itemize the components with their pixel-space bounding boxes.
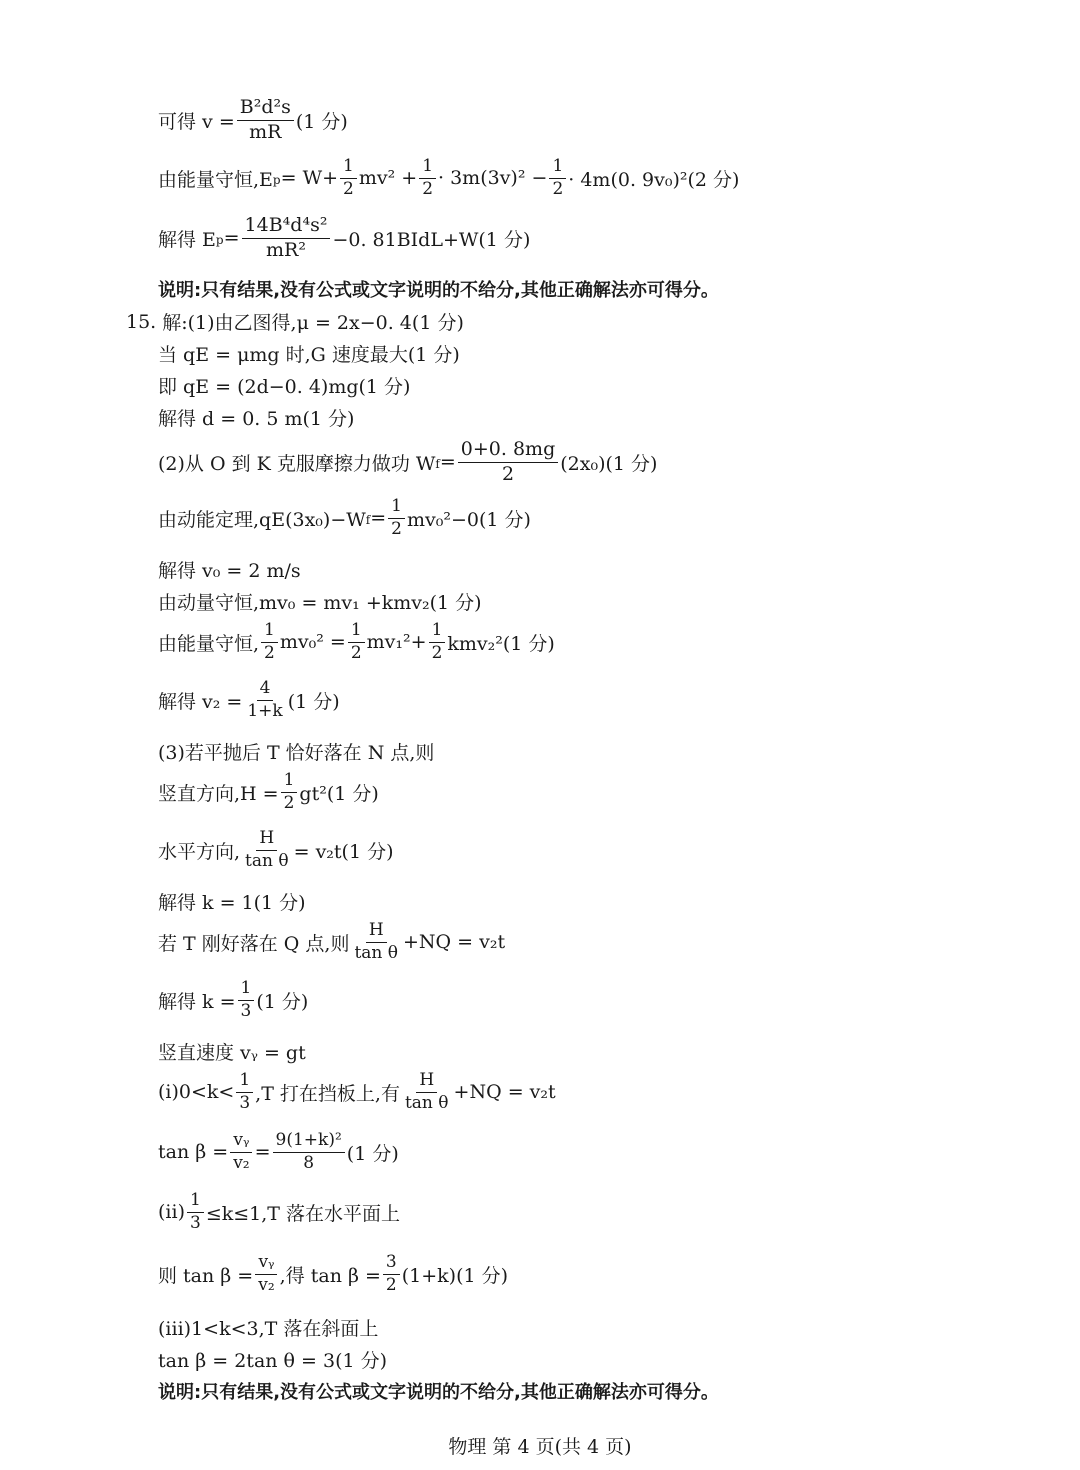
text: +NQ = v₂t: [403, 931, 506, 954]
fraction: [242, 216, 331, 261]
fraction: [388, 498, 405, 539]
fraction: [273, 1132, 345, 1173]
formula-line-work: [158, 440, 657, 485]
formula-line-k: [158, 980, 308, 1021]
solution-line: [158, 404, 354, 431]
fraction: [261, 622, 278, 663]
numerator: 4: [257, 680, 274, 701]
text: = v₂t(1 分): [293, 840, 394, 863]
formula-line-energy2: [158, 622, 555, 663]
text: mv₀²−0(1 分): [406, 508, 531, 531]
subscript: p: [272, 173, 281, 188]
grading-note: [158, 1378, 719, 1404]
formula-line-ep: [158, 216, 530, 261]
solution-line: [158, 556, 301, 583]
text: (i)0<k<: [158, 1081, 235, 1104]
text: kmv₂²(1 分): [447, 632, 555, 655]
denominator: tan θ: [404, 1092, 449, 1113]
denominator: mR: [249, 120, 282, 143]
solution-line: [158, 372, 410, 399]
numerator: vᵧ: [230, 1132, 252, 1153]
formula-line-q-point: [158, 922, 505, 963]
text: =: [223, 227, 240, 250]
text: gt²(1 分): [299, 782, 379, 805]
text: 解得 k = 1(1 分): [158, 892, 306, 914]
numerator: 3: [383, 1254, 400, 1275]
numerator: 1: [236, 1072, 253, 1093]
fraction: [230, 1132, 252, 1173]
formula-line-case-i: [158, 1072, 556, 1113]
text: tan β = 2tan θ = 3(1 分): [158, 1350, 388, 1372]
text: 即 qE = (2d−0. 4)mg(1 分): [158, 376, 411, 398]
denominator: 2: [552, 178, 564, 199]
numerator: H: [366, 922, 387, 943]
denominator: 2: [350, 642, 362, 663]
fraction: [549, 158, 566, 199]
text: (2)从 O 到 K 克服摩擦力做功 W: [158, 452, 436, 475]
text: =: [439, 451, 456, 474]
denominator: 2: [391, 518, 402, 539]
solution-line: [158, 1038, 306, 1065]
solution-line: [158, 1346, 387, 1373]
text: (2x₀)(1 分): [560, 452, 658, 475]
numerator: 1: [238, 980, 255, 1001]
text: tan β =: [158, 1141, 229, 1164]
fraction: [187, 1192, 204, 1233]
numerator: 1: [261, 622, 278, 643]
text: −0. 81BIdL+W(1 分): [332, 228, 531, 251]
subscript: p: [215, 233, 224, 248]
formula-line-v: [158, 98, 348, 143]
text: 由动能定理,qE(3x₀)−W: [158, 508, 366, 531]
text: (1 分): [287, 690, 340, 713]
fraction: [242, 830, 292, 871]
text: · 4m(0. 9v₀)²(2 分): [568, 168, 740, 191]
denominator: mR²: [266, 238, 306, 261]
numerator: 9(1+k)²: [273, 1132, 345, 1153]
text: 由能量守恒,E: [158, 168, 273, 191]
numerator: H: [416, 1072, 437, 1093]
fraction: [383, 1254, 400, 1295]
denominator: v₂: [258, 1274, 275, 1295]
text: 当 qE = μmg 时,G 速度最大(1 分): [158, 344, 460, 366]
text: 解得 v₀ = 2 m/s: [158, 560, 301, 582]
text: ,得 tan β =: [279, 1264, 381, 1287]
text: =: [370, 507, 387, 530]
page-footer: [0, 1432, 1080, 1459]
text: 竖直速度 vᵧ = gt: [158, 1042, 306, 1064]
grading-note: [158, 276, 719, 302]
question-15-header: [126, 308, 464, 335]
denominator: 2: [385, 1274, 397, 1295]
denominator: 3: [239, 1092, 251, 1113]
formula-line-horizontal: [158, 830, 394, 871]
denominator: 2: [501, 462, 515, 485]
text: 由能量守恒,: [158, 632, 260, 655]
formula-line-tan-beta: [158, 1132, 399, 1173]
numerator: vᵧ: [255, 1254, 277, 1275]
fraction: [351, 922, 401, 963]
denominator: 2: [283, 792, 295, 813]
fraction: [429, 622, 446, 663]
fraction: [281, 772, 298, 813]
fraction: [255, 1254, 277, 1295]
fraction: [402, 1072, 452, 1113]
text: ,T 打在挡板上,有: [255, 1082, 400, 1105]
text: (1 分): [295, 110, 348, 133]
fraction: [458, 440, 558, 485]
text: mv₀² =: [279, 631, 346, 654]
formula-line-kinetic: [158, 498, 531, 539]
fraction: [340, 158, 357, 199]
fraction: [244, 680, 285, 721]
text: (1 分): [256, 990, 309, 1013]
numerator: B²d²s: [237, 98, 294, 121]
numerator: 14B⁴d⁴s²: [242, 216, 331, 239]
text: (1 分): [346, 1142, 399, 1165]
text: = W+: [280, 167, 339, 190]
fraction: [237, 98, 294, 143]
denominator: 1+k: [247, 700, 283, 721]
denominator: 2: [431, 642, 443, 663]
solution-line: [158, 738, 434, 765]
denominator: 2: [343, 178, 354, 199]
denominator: tan θ: [245, 850, 289, 871]
text: 解得 d = 0. 5 m(1 分): [158, 408, 355, 430]
numerator: 1: [419, 158, 436, 179]
numerator: 1: [340, 158, 357, 179]
fraction: [236, 1072, 253, 1113]
numerator: 1: [187, 1192, 204, 1213]
denominator: 8: [303, 1152, 315, 1173]
text: 可得 v =: [158, 110, 235, 133]
text: (ii): [158, 1201, 185, 1224]
note-text: 说明:只有结果,没有公式或文字说明的不给分,其他正确解法亦可得分。: [158, 1382, 719, 1403]
text: 解:(1)由乙图得,μ = 2x−0. 4(1 分): [162, 312, 464, 334]
text: =: [254, 1141, 271, 1164]
note-text: 说明:只有结果,没有公式或文字说明的不给分,其他正确解法亦可得分。: [158, 280, 719, 301]
text: (1+k)(1 分): [401, 1264, 509, 1287]
numerator: 1: [348, 622, 365, 643]
fraction: [348, 622, 365, 663]
text: 解得 k =: [158, 990, 236, 1013]
subscript: f: [435, 457, 440, 472]
solution-line: [158, 588, 482, 615]
formula-line-tan-beta2: [158, 1254, 508, 1295]
formula-line-energy: [158, 158, 739, 199]
denominator: 2: [422, 178, 434, 199]
numerator: 1: [549, 158, 566, 179]
text: 解得 E: [158, 228, 216, 251]
text: +NQ = v₂t: [453, 1081, 556, 1104]
text: 竖直方向,H =: [158, 782, 279, 805]
numerator: 1: [281, 772, 298, 793]
formula-line-case-ii: [158, 1192, 400, 1233]
text: 由动量守恒,mv₀ = mv₁ +kmv₂(1 分): [158, 592, 482, 614]
denominator: tan θ: [354, 942, 399, 963]
subscript: f: [365, 513, 371, 528]
numerator: 0+0. 8mg: [458, 440, 558, 463]
numerator: 1: [388, 498, 405, 519]
denominator: 2: [264, 642, 275, 663]
fraction: [238, 980, 255, 1021]
footer-text: 物理 第 4 页(共 4 页): [448, 1436, 632, 1458]
numerator: 1: [429, 622, 446, 643]
numerator: H: [256, 830, 277, 851]
solution-line: [158, 340, 460, 367]
denominator: v₂: [233, 1152, 250, 1173]
text: ≤k≤1,T 落在水平面上: [205, 1202, 401, 1225]
formula-line-v2: [158, 680, 340, 721]
formula-line-vertical: [158, 772, 379, 813]
solution-line: [158, 888, 306, 915]
text: 水平方向,: [158, 840, 241, 863]
question-number: 15.: [126, 310, 157, 333]
text: 若 T 刚好落在 Q 点,则: [158, 932, 350, 955]
denominator: 3: [189, 1212, 201, 1233]
fraction: [419, 158, 436, 199]
text: mv² +: [358, 167, 418, 190]
text: · 3m(3v)² −: [438, 167, 548, 190]
text: (iii)1<k<3,T 落在斜面上: [158, 1318, 379, 1340]
text: (3)若平抛后 T 恰好落在 N 点,则: [158, 742, 435, 764]
text: 解得 v₂ =: [158, 690, 243, 713]
text: mv₁²+: [366, 631, 427, 654]
solution-line: [158, 1314, 378, 1341]
denominator: 3: [240, 1000, 252, 1021]
text: 则 tan β =: [158, 1264, 254, 1287]
